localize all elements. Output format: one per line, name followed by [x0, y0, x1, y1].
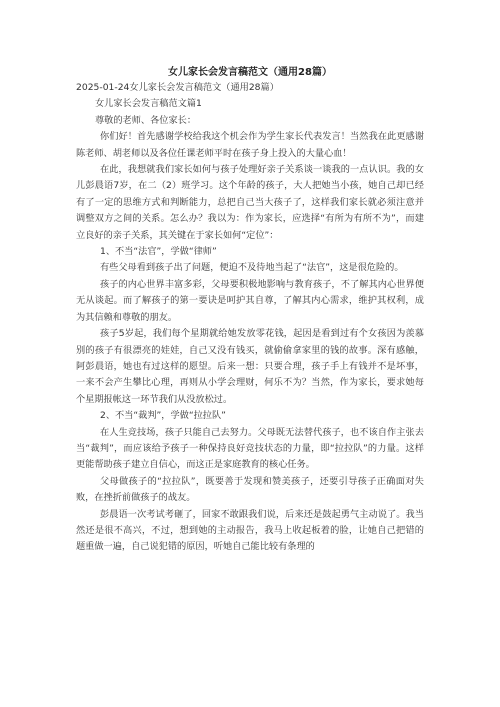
heading-1: 1、不当“法官”，学做“律师” [100, 246, 217, 258]
paragraph-5: 孩子5岁起，我们每个星期就给她发放零花钱，起因是看到过有个女孩因为羡慕别的孩子有很漂亮的娃娃，自己又没有钱买，就偷偷拿家里的钱的故事。深有感触，阿彭晨语，她也有过这样的愿望。后来一想：只要合理，孩子手上有钱并不是坏事，一来不会产生攀比心理，再则从小学会理财，何乐不为？当然，作为家长，要求她每个星期报帐这一环节我们从没放松过。 [76, 328, 424, 405]
date-line: 2025-01-24女儿家长会发言稿范文（通用28篇） [76, 82, 279, 93]
paragraph-2: 在此，我想就我们家长如何与孩子处理好亲子关系谈一谈我的一点认识。我的女儿彭晨语7岁，在二（2）班学习。这个年龄的孩子，大人把她当小孩，她自己却已经有了一定的思维方式和判断能力，总把自己当大孩子了，这样我们家长就必须注意并调整双方之间的关系。怎么办？我以为：作为家长，应选择“有所为有所不为”，而建立良好的亲子关系，其关键在于家长如何“定位”： [76, 164, 424, 241]
paragraph-3: 有些父母看到孩子出了问题，便迫不及待地当起了“法官”，这是很危险的。 [100, 262, 404, 274]
document-body [76, 80, 424, 556]
paragraph-4: 孩子的内心世界丰富多彩，父母要积极地影响与教育孩子，不了解其内心世界便无从谈起。而了解孩子的第一要诀是呵护其自尊，了解其内心需求，维护其权利，成为其信赖和尊敬的朋友。 [76, 278, 424, 323]
salutation: 尊敬的老师、各位家长： [95, 114, 197, 126]
section-title: 女儿家长会发言稿范文篇1 [95, 98, 202, 110]
heading-2: 2、不当“裁判”，学做“拉拉队” [100, 410, 226, 422]
document-title: 女儿家长会发言稿范文（通用28篇） [168, 67, 332, 78]
paragraph-7: 父母做孩子的“拉拉队”，既要善于发现和赞美孩子，还要引导孩子正确面对失败，在挫折前做孩子的战友。 [76, 475, 424, 504]
paragraph-6: 在人生竞技场，孩子只能自己去努力。父母既无法替代孩子，也不该自作主张去当“裁判”，而应该给予孩子一种保持良好竞技状态的力量，即“拉拉队”的力量。这样更能帮助孩子建立自信心，而这正是家庭教育的核心任务。 [76, 426, 424, 471]
paragraph-1: 你们好！首先感谢学校给我这个机会作为学生家长代表发言！当然我在此更感谢陈老师、胡老师以及各位任课老师平时在孩子身上投入的大量心血！ [76, 131, 424, 159]
paragraph-8: 彭晨语一次考试考砸了，回家不敢跟我们说，后来还是鼓起勇气主动说了。我当然还是很不高兴，不过，想到她的主动报告，我马上收起板着的脸，让她自己把错的题重做一遍，自己说犯错的原因，听她自己能比较有条理的 [76, 508, 424, 553]
